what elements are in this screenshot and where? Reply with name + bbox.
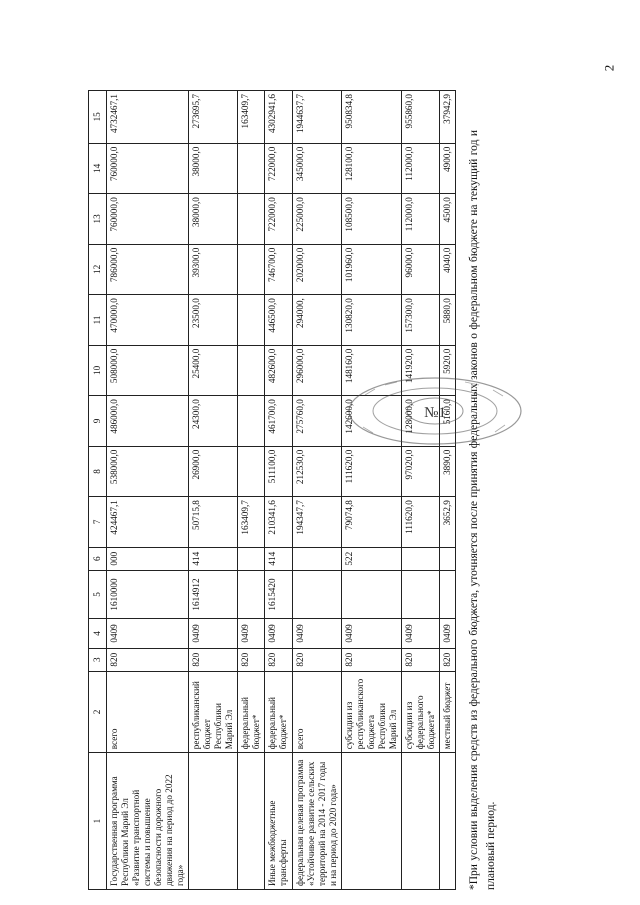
funding-source-cell: местный бюджет	[439, 671, 455, 752]
value-cell: 0409	[292, 619, 341, 648]
column-header-7: 7	[89, 497, 107, 548]
column-header-6: 6	[89, 547, 107, 570]
value-cell: 722000,0	[265, 143, 292, 194]
value-cell	[238, 396, 265, 447]
value-cell: 820	[265, 648, 292, 671]
column-header-1: 1	[89, 753, 107, 890]
value-cell: 97020,0	[401, 446, 439, 497]
column-header-4: 4	[89, 619, 107, 648]
program-name-cell	[401, 753, 439, 890]
value-cell: 820	[107, 648, 189, 671]
value-cell: 112000,0	[401, 194, 439, 245]
column-header-3: 3	[89, 648, 107, 671]
funding-source-cell: субсидии из республиканского бюджета Республики Марий Эл	[341, 671, 401, 752]
page-number: 2	[600, 64, 616, 72]
value-cell: 0409	[341, 619, 401, 648]
value-cell: 23500,0	[189, 295, 238, 346]
value-cell: 955860,0	[401, 91, 439, 144]
value-cell: 4040,0	[439, 244, 455, 295]
column-header-12: 12	[89, 244, 107, 295]
column-header-5: 5	[89, 570, 107, 618]
value-cell: 0409	[238, 619, 265, 648]
value-cell: 39300,0	[189, 244, 238, 295]
program-name-cell	[341, 753, 401, 890]
official-stamp	[345, 375, 525, 447]
value-cell: 414	[189, 547, 238, 570]
header-row	[89, 91, 107, 890]
value-cell: 225000,0	[292, 194, 341, 245]
value-cell: 128100,0	[341, 143, 401, 194]
value-cell: 128000,0	[401, 396, 439, 447]
program-name-cell	[439, 753, 455, 890]
value-cell: 275760,0	[292, 396, 341, 447]
value-cell: 141920,0	[401, 345, 439, 396]
value-cell	[401, 547, 439, 570]
value-cell: 508000,0	[107, 345, 189, 396]
value-cell: 0409	[439, 619, 455, 648]
value-cell: 111620,0	[401, 497, 439, 548]
value-cell: 345000,0	[292, 143, 341, 194]
value-cell: 24300,0	[189, 396, 238, 447]
value-cell: 1615420	[265, 570, 292, 618]
value-cell: 108500,0	[341, 194, 401, 245]
table-row	[341, 91, 401, 890]
value-cell: 101960,0	[341, 244, 401, 295]
value-cell: 1614912	[189, 570, 238, 618]
value-cell: 820	[439, 648, 455, 671]
value-cell: 194347,7	[292, 497, 341, 548]
value-cell: 760000,0	[107, 143, 189, 194]
value-cell: 746700,0	[265, 244, 292, 295]
value-cell: 96000,0	[401, 244, 439, 295]
value-cell: 26900,0	[189, 446, 238, 497]
column-header-14: 14	[89, 143, 107, 194]
value-cell: 820	[238, 648, 265, 671]
funding-source-cell: всего	[107, 671, 189, 752]
funding-source-cell: федеральный бюджет*	[265, 671, 292, 752]
value-cell: 202000,0	[292, 244, 341, 295]
program-name-cell	[189, 753, 238, 890]
value-cell: 112000,0	[401, 143, 439, 194]
value-cell: 820	[189, 648, 238, 671]
value-cell: 50715,8	[189, 497, 238, 548]
value-cell: 210341,6	[265, 497, 292, 548]
value-cell: 5920,0	[439, 345, 455, 396]
value-cell: 722000,0	[265, 194, 292, 245]
value-cell: 1944637,7	[292, 91, 341, 144]
value-cell: 511100,0	[265, 446, 292, 497]
table-row	[439, 91, 455, 890]
value-cell: 950834,8	[341, 91, 401, 144]
value-cell	[238, 547, 265, 570]
table-row	[292, 91, 341, 890]
value-cell: 4732467,1	[107, 91, 189, 144]
funding-source-cell: федеральный бюджет*	[238, 671, 265, 752]
value-cell: 3652,9	[439, 497, 455, 548]
funding-source-cell: субсидии из федерального бюджета*	[401, 671, 439, 752]
value-cell: 38000,0	[189, 143, 238, 194]
value-cell: 424467,1	[107, 497, 189, 548]
value-cell: 0409	[265, 619, 292, 648]
value-cell: 4500,0	[439, 194, 455, 245]
value-cell: 79074,8	[341, 497, 401, 548]
value-cell: 3890,0	[439, 446, 455, 497]
column-header-13: 13	[89, 194, 107, 245]
column-header-2: 2	[89, 671, 107, 752]
column-header-10: 10	[89, 345, 107, 396]
value-cell: 786000,0	[107, 244, 189, 295]
value-cell: 296000,0	[292, 345, 341, 396]
value-cell: 4302941,6	[265, 91, 292, 144]
table-row	[265, 91, 292, 890]
value-cell: 820	[401, 648, 439, 671]
value-cell: 0409	[401, 619, 439, 648]
table-row	[107, 91, 189, 890]
value-cell: 163409,7	[238, 497, 265, 548]
value-cell: 482600,0	[265, 345, 292, 396]
value-cell	[439, 547, 455, 570]
column-header-8: 8	[89, 446, 107, 497]
program-name-cell: Иные межбюджетные трансферты	[265, 753, 292, 890]
value-cell	[238, 194, 265, 245]
value-cell: 148160,0	[341, 345, 401, 396]
value-cell: 273695,7	[189, 91, 238, 144]
value-cell: 486000,0	[107, 396, 189, 447]
value-cell: 538000,0	[107, 446, 189, 497]
value-cell	[292, 547, 341, 570]
table-row	[238, 91, 265, 890]
value-cell	[292, 570, 341, 618]
value-cell: 294000,	[292, 295, 341, 346]
value-cell: 5160,0	[439, 396, 455, 447]
program-name-cell: Государственная программа Республики Марий Эл «Развитие транспортной системы и повышение безопасности дорожного движения на период до 2022 года»	[107, 753, 189, 890]
value-cell: 38000,0	[189, 194, 238, 245]
stamp-number: №1	[424, 405, 446, 421]
table-body	[107, 91, 456, 890]
column-header-11: 11	[89, 295, 107, 346]
value-cell: 5880,0	[439, 295, 455, 346]
value-cell	[238, 143, 265, 194]
program-name-cell	[238, 753, 265, 890]
value-cell: 212530,0	[292, 446, 341, 497]
value-cell: 111620,0	[341, 446, 401, 497]
value-cell: 470000,0	[107, 295, 189, 346]
value-cell: 760000,0	[107, 194, 189, 245]
value-cell: 820	[341, 648, 401, 671]
value-cell: 000	[107, 547, 189, 570]
rotated-content	[88, 20, 640, 890]
value-cell: 0409	[107, 619, 189, 648]
value-cell: 461700,0	[265, 396, 292, 447]
value-cell	[439, 570, 455, 618]
table-row	[189, 91, 238, 890]
value-cell: 522	[341, 547, 401, 570]
funding-source-cell: всего	[292, 671, 341, 752]
column-header-15: 15	[89, 91, 107, 144]
program-name-cell: федеральная целевая программа «Устойчивое развитие сельских территорий на 2014 - 2017 годы и на период до 2020 года»	[292, 753, 341, 890]
value-cell: 37942,9	[439, 91, 455, 144]
value-cell: 414	[265, 547, 292, 570]
value-cell	[238, 345, 265, 396]
footnote: *При условии выделения средств из федерального бюджета, уточняется после принятия федеральных законов о федеральном бюджете на текущий год и плановый период.	[467, 130, 497, 890]
value-cell	[238, 446, 265, 497]
value-cell	[341, 570, 401, 618]
value-cell	[401, 570, 439, 618]
funding-source-cell: республиканский бюджет Республики Марий Эл	[189, 671, 238, 752]
value-cell	[238, 244, 265, 295]
value-cell: 446500,0	[265, 295, 292, 346]
value-cell: 157300,0	[401, 295, 439, 346]
column-header-9: 9	[89, 396, 107, 447]
value-cell: 820	[292, 648, 341, 671]
value-cell: 1610000	[107, 570, 189, 618]
value-cell: 0409	[189, 619, 238, 648]
table-row	[401, 91, 439, 890]
value-cell	[238, 295, 265, 346]
value-cell	[238, 570, 265, 618]
funding-table	[88, 90, 456, 890]
value-cell: 4900,0	[439, 143, 455, 194]
value-cell: 163409,7	[238, 91, 265, 144]
value-cell: 142600,0	[341, 396, 401, 447]
value-cell: 25400,0	[189, 345, 238, 396]
value-cell: 130820,0	[341, 295, 401, 346]
